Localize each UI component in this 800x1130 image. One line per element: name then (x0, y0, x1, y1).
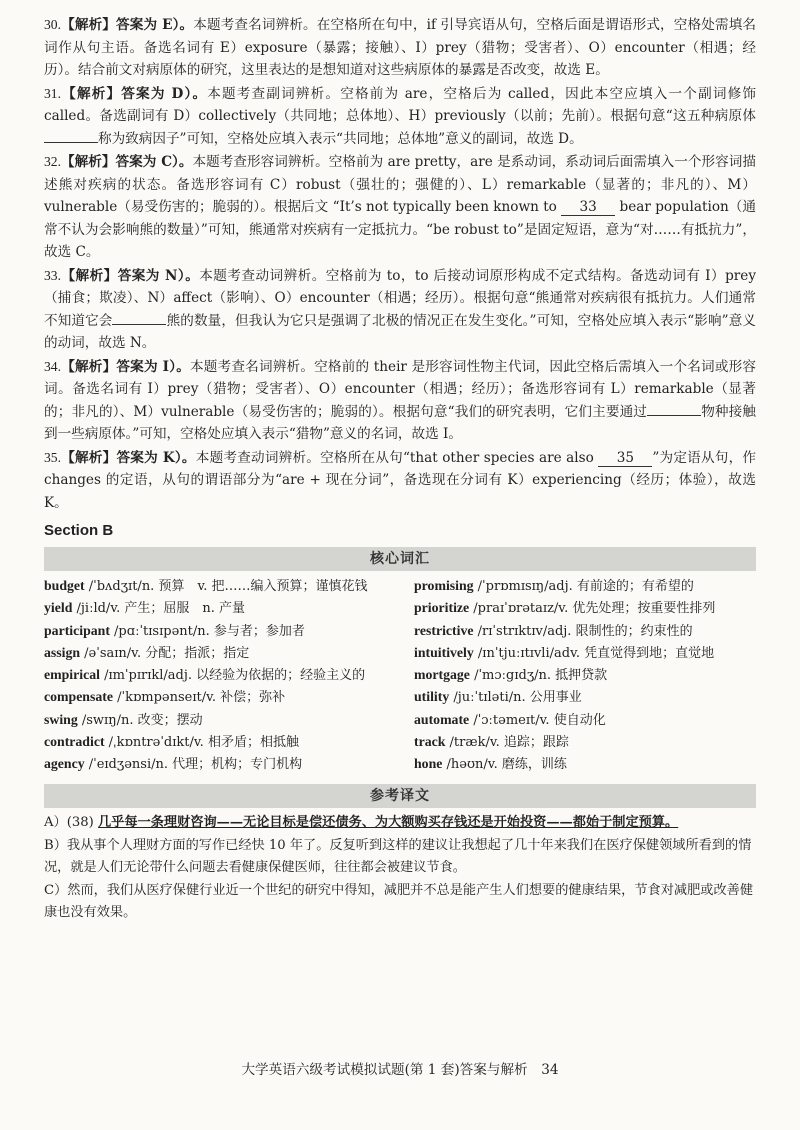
translation-paragraph (44, 812, 756, 834)
item-number: 33. (44, 267, 61, 283)
blank-line (44, 142, 98, 143)
vocab-word: assign (44, 644, 81, 660)
item-explanation-cont: ”为定语从句，作 changes 的定语，从句的谓语部分为“are + 现在分词”，备选现在分词有 K）experiencing（经历；体验），故选 K。 (44, 449, 756, 511)
vocab-definition: /træk/v. 追踪；跟踪 (445, 735, 569, 751)
vocab-definition: /həʊn/v. 磨练，训练 (442, 757, 567, 773)
answer-item-32 (44, 151, 756, 264)
vocab-entry (414, 597, 756, 619)
vocab-entry (414, 642, 756, 664)
vocab-entry (414, 753, 756, 775)
vocab-entry (44, 642, 400, 664)
item-answer: 答案为 N）。 (117, 267, 200, 284)
vocab-word: restrictive (414, 622, 474, 638)
answer-item-34 (44, 356, 756, 446)
vocab-entry (414, 709, 756, 731)
vocab-entry (414, 664, 756, 686)
para-label: A） (44, 814, 67, 830)
blank-line: 33 (561, 199, 615, 216)
item-explanation-cont: bear population（通常不认为会影响熊的数量）”可知，熊通常对疾病有一定抵抗力。“be robust to”是固定短语，意为“对……有抵抗力”，故选 C。 (44, 199, 756, 260)
item-explanation-cont: 称为致病因子”可知，空格处应填入表示“共同地；总体地”意义的副词，故选 D。 (98, 130, 583, 147)
vocab-definition: /juːˈtɪləti/n. 公用事业 (449, 690, 582, 706)
item-label: 【解析】 (61, 358, 117, 375)
vocab-entry (414, 620, 756, 642)
blank-line: 35 (598, 450, 652, 467)
vocab-entry (414, 731, 756, 753)
item-explanation: 本题考查副词辨析。空格前为 are，空格后为 called，因此本空应填入一个副词修饰 called。备选副词有 D）collectively（共同地；总体地）、H）previously（以前；先前）。根据句意“这五种病原体 (44, 85, 756, 124)
vocab-definition: /ˈmɔːgɪdʒ/n. 抵押贷款 (469, 668, 608, 684)
vocab-entry (44, 686, 400, 708)
vocab-entry (44, 597, 400, 619)
translation-list (44, 812, 756, 924)
vocab-word: promising (414, 578, 474, 593)
vocab-entry (414, 575, 756, 597)
item-label: 【解析】 (61, 449, 117, 466)
item-label: 【解析】 (61, 154, 116, 170)
vocab-word: hone (414, 756, 443, 772)
item-label: 【解析】 (61, 267, 118, 284)
item-number: 31. (44, 85, 61, 101)
vocab-word: swing (44, 711, 78, 727)
translation-banner: 参考译文 (44, 784, 756, 808)
vocab-column-right (400, 575, 756, 776)
vocab-definition: /praɪˈɒrətaɪz/v. 优先处理；按重要性排列 (469, 601, 716, 617)
answer-item-30 (44, 14, 756, 82)
item-explanation: 本题考查动词辨析。空格前为 to，to 后接动词原形构成不定式结构。备选动词有 I）prey（捕食；欺凌）、N）affect（影响）、O）encounter（相遇；经历）。根据句意“熊通常对疾病很有抵抗力。人们通常不知道它会 (44, 267, 756, 329)
vocab-word: prioritize (414, 600, 470, 616)
answer-item-33 (44, 265, 756, 355)
highlighted-sentence: 几乎每一条理财咨询——无论目标是偿还债务、为大额购买存钱还是开始投资——都始于制定预算。 (97, 814, 679, 830)
vocab-word: compensate (44, 689, 113, 705)
para-text-cont: 我从事个人理财方面的写作已经快 10 年了。反复听到这样的建议让我想起了几十年来我们在医疗保健领域所看到的情况，就是人们无论带什么问题去看健康保健医师，往往都会被建议节食。 (44, 838, 752, 875)
item-number: 30. (44, 17, 61, 32)
vocab-definition: /ˈkɒmpənseɪt/v. 补偿；弥补 (112, 690, 286, 706)
blank-line (647, 415, 701, 416)
item-explanation-cont: 物种接触到一些病原体。”可知，空格处应填入表示“猎物”意义的名词，故选 I。 (44, 403, 757, 442)
vocab-entry (44, 575, 400, 597)
para-label: C） (44, 883, 68, 899)
item-label: 【解析】 (61, 17, 117, 33)
vocab-entry (44, 709, 400, 731)
vocab-definition: /swɪŋ/n. 改变；摆动 (77, 712, 203, 728)
item-number: 35. (44, 449, 61, 465)
answer-item-35 (44, 447, 756, 515)
item-explanation: 本题考查名词辨析。空格前的 their 是形容词性物主代词，因此空格后需填入一个名词或形容词。备选名词有 I）prey（猎物；受害者）、O）encounter（相遇；经历）；备选形容词有 L）remarkable（显著的；非凡的）、M）vulnerable（易受伤害的；脆弱的）。根据句意“我们的研究表明，它们主要通过 (44, 358, 757, 420)
section-title: Section B (44, 522, 114, 539)
item-explanation: 本题考查形容词辨析。空格前为 are pretty，are 是系动词，系动词后面需填入一个形容词描述熊对疾病的状态。备选形容词有 C）robust（强壮的；强健的）、L）remarkable（显著的；非凡的）、M）vulnerable（易受伤害的；脆弱的）。根据后文 “It’s not typically been known to (44, 154, 756, 215)
item-number: 32. (44, 154, 61, 169)
vocab-entry (44, 753, 400, 775)
vocab-word: contradict (44, 734, 105, 750)
vocab-word: track (414, 734, 446, 750)
item-answer: 答案为 I）。 (116, 358, 191, 375)
para-text-cont: 然而，我们从医疗保健行业近一个世纪的研究中得知，减肥并不总是能产生人们想要的健康结果，节食对减肥或改善健康也没有效果。 (44, 883, 754, 920)
vocab-word: empirical (44, 667, 100, 683)
item-answer: 答案为 C）。 (115, 154, 193, 170)
item-explanation-cont: 熊的数量，但我认为它只是强调了北极的情况正在发生变化。”可知，空格处应填入表示“影响”意义的动词，故选 N。 (44, 312, 757, 351)
vocab-word: automate (414, 711, 470, 727)
vocab-definition: /əˈsaɪn/v. 分配；指派；指定 (80, 645, 250, 661)
item-explanation: 本题考查名词辨析。在空格所在句中，if 引导宾语从句，空格后面是谓语形式，空格处需填名词作从句主语。备选名词有 E）exposure（暴露；接触）、I）prey（猎物；受害者）、O）encounter（相遇；经历）。结合前文对病原体的研究，这里表达的是想知道对这些病原体的暴露是否改变，故选 E。 (44, 17, 757, 78)
vocab-word: yield (44, 600, 73, 616)
vocab-word: agency (44, 756, 85, 772)
para-text: (38) (66, 814, 98, 830)
vocab-word: mortgage (414, 667, 470, 683)
para-label: B） (44, 838, 67, 854)
vocab-definition: /jiːld/v. 产生；屈服 n. 产量 (72, 601, 246, 617)
vocab-definition: /ˈbʌdʒɪt/n. 预算 v. 把……编入预算；谨慎花钱 (84, 579, 368, 594)
vocab-definition: /pɑːˈtɪsɪpənt/n. 参与者；参加者 (109, 623, 305, 639)
item-number: 34. (44, 358, 61, 374)
vocab-entry (44, 620, 400, 642)
vocab-definition: /ɪmˈpɪrɪkl/adj. 以经验为依据的；经验主义的 (99, 668, 366, 684)
vocab-definition: /ˌkɒntrəˈdɪkt/v. 相矛盾；相抵触 (104, 735, 299, 751)
vocab-definition: /ˈeɪdʒənsi/n. 代理；机构；专门机构 (84, 757, 303, 773)
item-answer: 答案为 D）。 (121, 85, 208, 102)
vocab-word: utility (414, 689, 450, 705)
translation-paragraph (44, 880, 756, 923)
vocab-column-left (44, 575, 400, 776)
vocab-definition: /rɪˈstrɪktɪv/adj. 限制性的；约束性的 (473, 623, 693, 639)
vocab-definition: /ˈɔːtəmeɪt/v. 使自动化 (469, 712, 606, 728)
answer-item-31 (44, 83, 756, 151)
page-footer: 大学英语六级考试模拟试题(第 1 套)答案与解析 34 (241, 1062, 559, 1078)
vocab-word: participant (44, 622, 110, 638)
vocab-definition: /ˈprɒmɪsɪŋ/adj. 有前途的；有希望的 (473, 579, 694, 594)
translation-paragraph (44, 835, 756, 878)
vocab-entry (414, 686, 756, 708)
item-answer: 答案为 K）。 (116, 449, 196, 466)
vocab-entry (44, 664, 400, 686)
vocab-entry (44, 731, 400, 753)
item-answer: 答案为 E）。 (116, 17, 194, 33)
vocab-definition: /ɪnˈtjuːɪtɪvli/adv. 凭直觉得到地；直觉地 (473, 645, 715, 661)
answer-page (44, 14, 756, 925)
item-label: 【解析】 (61, 85, 122, 102)
vocab-list (44, 575, 756, 776)
blank-line (112, 324, 166, 325)
vocab-word: intuitively (414, 644, 474, 660)
vocab-banner: 核心词汇 (44, 547, 756, 571)
vocab-word: budget (44, 578, 85, 593)
item-explanation: 本题考查动词辨析。空格所在从句“that other species are also (195, 449, 594, 466)
